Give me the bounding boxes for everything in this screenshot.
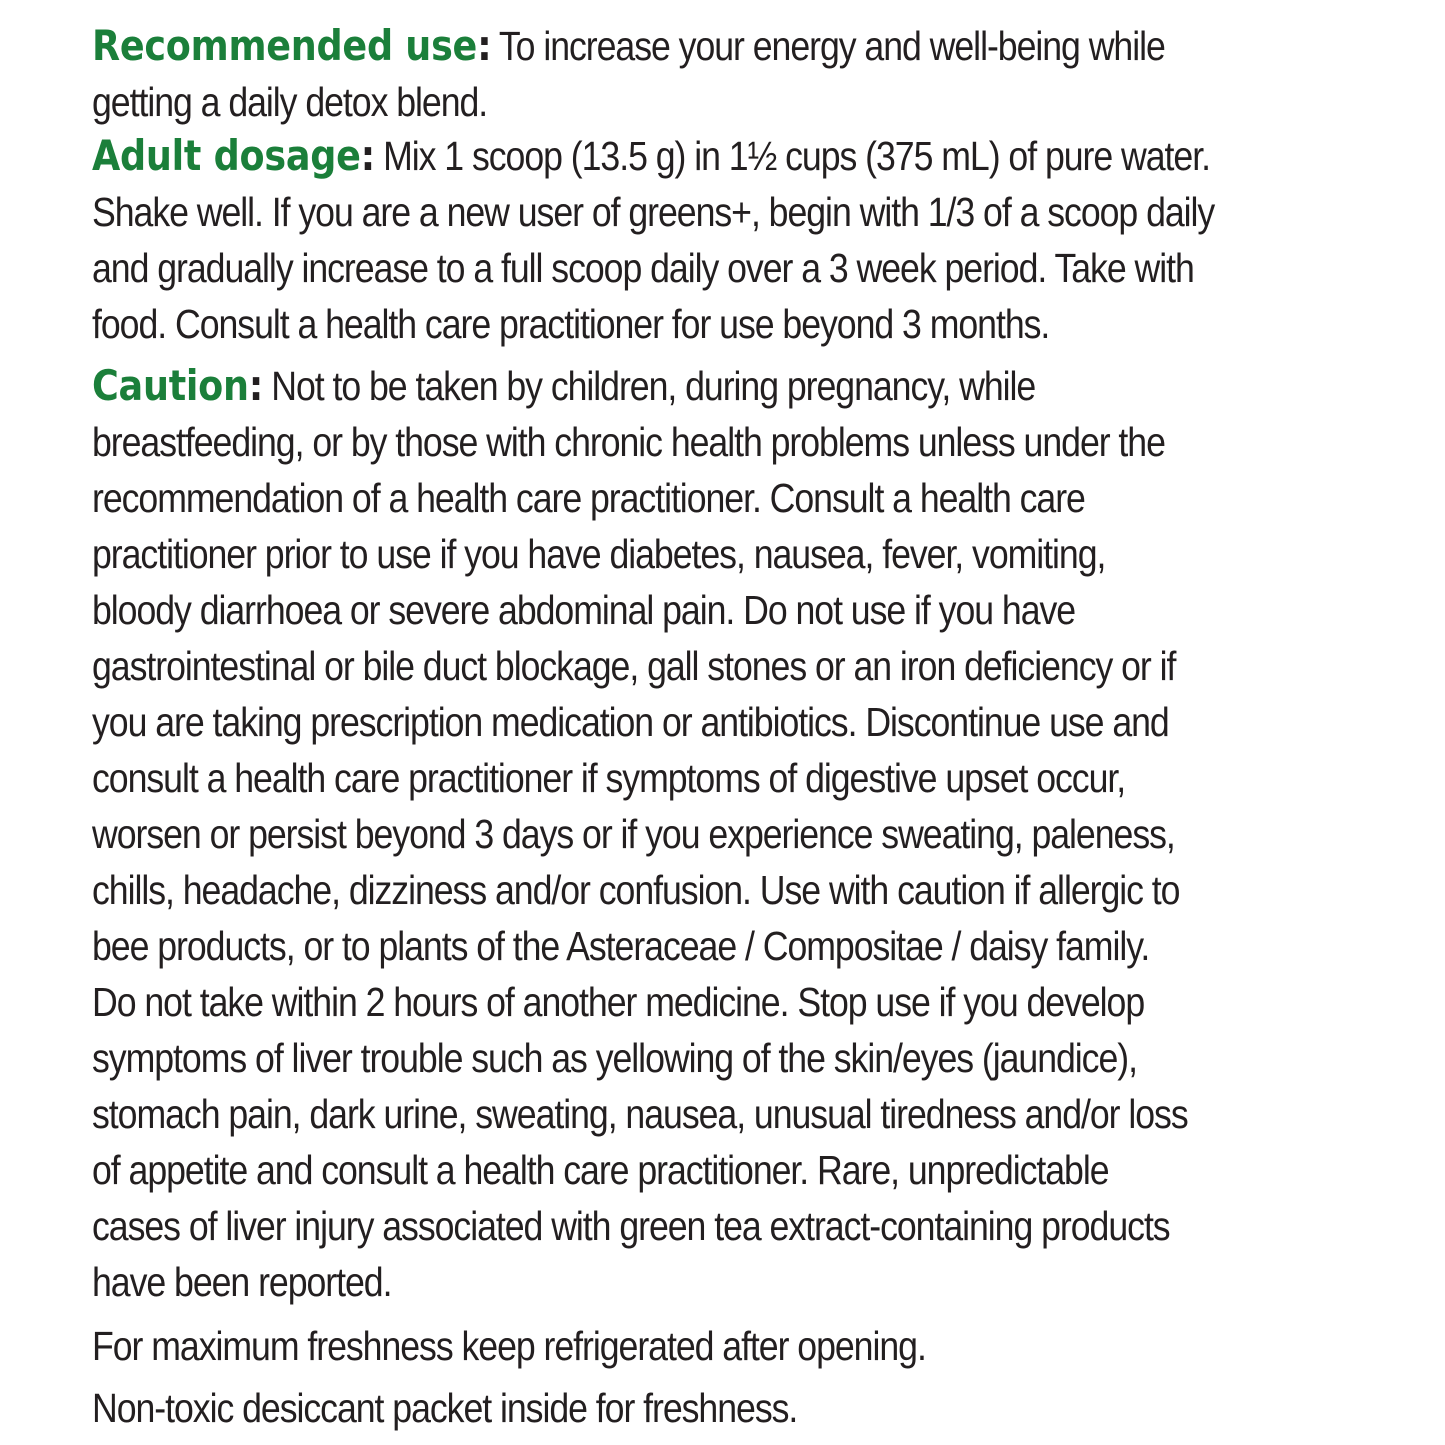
- caution-heading: Caution: [92, 361, 249, 410]
- recommended-use-text-line: getting a daily detox blend.: [92, 79, 488, 125]
- caution-text-line: bee products, or to plants of the Asteraceae / Compositae / daisy family.: [92, 923, 1150, 969]
- storage-note: [92, 1318, 1414, 1374]
- caution-text-line: symptoms of liver trouble such as yellowing of the skin/eyes (jaundice),: [92, 1035, 1137, 1081]
- recommended-use-text-line: To increase your energy and well-being while: [498, 23, 1165, 69]
- caution-text-line: recommendation of a health care practitioner. Consult a health care: [92, 475, 1085, 521]
- caution-text-line: chills, headache, dizziness and/or confusion. Use with caution if allergic to: [92, 867, 1180, 913]
- adult-dosage-text-line: and gradually increase to a full scoop daily over a 3 week period. Take with: [92, 245, 1194, 291]
- recommended-use-colon: :: [477, 21, 491, 70]
- caution-text-line: bloody diarrhoea or severe abdominal pain. Do not use if you have: [92, 587, 1076, 633]
- adult-dosage-section: [92, 128, 1414, 352]
- caution-text-line: Do not take within 2 hours of another medicine. Stop use if you develop: [92, 979, 1145, 1025]
- caution-text-line: you are taking prescription medication or antibiotics. Discontinue use and: [92, 699, 1169, 745]
- caution-text-line: worsen or persist beyond 3 days or if you experience sweating, paleness,: [92, 811, 1175, 857]
- caution-text-line: of appetite and consult a health care practitioner. Rare, unpredictable: [92, 1147, 1109, 1193]
- recommended-use-heading: Recommended use: [92, 21, 478, 70]
- adult-dosage-text-line: Shake well. If you are a new user of greens+, begin with 1/3 of a scoop daily: [92, 189, 1215, 235]
- caution-text-line: practitioner prior to use if you have diabetes, nausea, fever, vomiting,: [92, 531, 1106, 577]
- caution-text-line: cases of liver injury associated with green tea extract-containing products: [92, 1203, 1170, 1249]
- adult-dosage-heading: Adult dosage: [92, 131, 361, 180]
- adult-dosage-text-line: Mix 1 scoop (13.5 g) in 1½ cups (375 mL) of pure water.: [383, 133, 1210, 179]
- adult-dosage-text-line: food. Consult a health care practitioner for use beyond 3 months.: [92, 301, 1050, 347]
- caution-section: [92, 358, 1414, 1310]
- caution-text-line: breastfeeding, or by those with chronic health problems unless under the: [92, 419, 1165, 465]
- storage-note-text: For maximum freshness keep refrigerated after opening.: [92, 1323, 926, 1369]
- desiccant-note: [92, 1380, 1414, 1436]
- caution-text-line: consult a health care practitioner if symptoms of digestive upset occur,: [92, 755, 1126, 801]
- adult-dosage-colon: :: [360, 131, 375, 180]
- caution-colon: :: [248, 361, 263, 410]
- caution-text-line: have been reported.: [92, 1259, 392, 1305]
- caution-text-line: gastrointestinal or bile duct blockage, gall stones or an iron deficiency or if: [92, 643, 1176, 689]
- caution-text-line: Not to be taken by children, during pregnancy, while: [271, 363, 1036, 409]
- recommended-use-section: [92, 18, 1414, 130]
- desiccant-note-text: Non-toxic desiccant packet inside for freshness.: [92, 1385, 798, 1431]
- caution-text-line: stomach pain, dark urine, sweating, nausea, unusual tiredness and/or loss: [92, 1091, 1188, 1137]
